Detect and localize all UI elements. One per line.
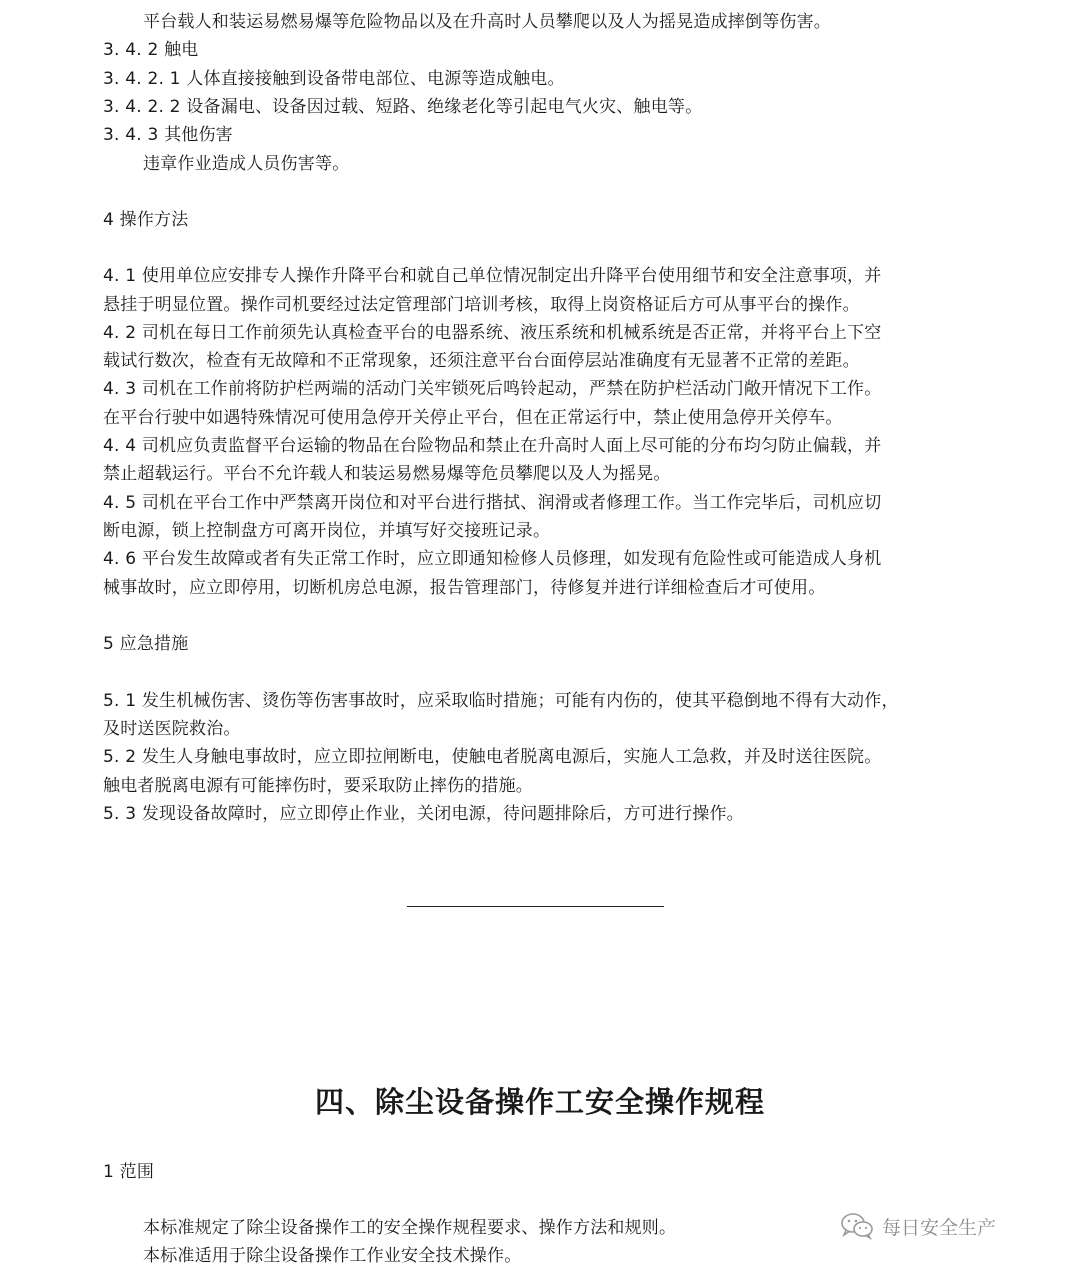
text-line: 4. 4 司机应负责监督平台运输的物品在台险物品和禁止在升高时人面上尽可能的分布均匀防止偏载，并 (103, 436, 882, 456)
text-line: 违章作业造成人员伤害等。 (143, 154, 350, 174)
section-heading-5: 5 应急措施 (103, 634, 189, 654)
text-line: 禁止超载运行。平台不允许载人和装运易燃易爆等危员攀爬以及人为摇晃。 (103, 464, 671, 484)
clause-heading-3-4-3: 3. 4. 3 其他伤害 (103, 125, 233, 145)
clause-heading-3-4-2: 3. 4. 2 触电 (103, 40, 199, 60)
text-line: 4. 3 司机在工作前将防护栏两端的活动门关牢锁死后鸣铃起动，严禁在防护栏活动门敞开情况下工作。 (103, 379, 882, 399)
text-line: 4. 2 司机在每日工作前须先认真检查平台的电器系统、液压系统和机械系统是否正常，并将平台上下空 (103, 323, 882, 343)
text-line: 平台载人和装运易燃易爆等危险物品以及在升高时人员攀爬以及人为摇晃造成摔倒等伤害。 (143, 12, 831, 32)
text-line: 悬挂于明显位置。操作司机要经过法定管理部门培训考核，取得上岗资格证后方可从事平台的操作。 (103, 295, 860, 315)
end-rule (407, 906, 664, 907)
text-line: 断电源，锁上控制盘方可离开岗位，并填写好交接班记录。 (103, 521, 551, 541)
text-line: 5. 3 发现设备故障时，应立即停止作业，关闭电源，待问题排除后，方可进行操作。 (103, 804, 744, 824)
wechat-icon (840, 1212, 874, 1240)
text-line: 触电者脱离电源有可能摔伤时，要采取防止摔伤的措施。 (103, 776, 533, 796)
text-line: 4. 1 使用单位应安排专人操作升降平台和就自己单位情况制定出升降平台使用细节和安全注意事项，并 (103, 266, 882, 286)
text-line: 5. 1 发生机械伤害、烫伤等伤害事故时，应采取临时措施；可能有内伤的，使其平稳倒地不得有大动作， (103, 691, 899, 711)
text-line: 本标准规定了除尘设备操作工的安全操作规程要求、操作方法和规则。 (143, 1218, 677, 1238)
text-line: 本标准适用于除尘设备操作工作业安全技术操作。 (143, 1246, 522, 1266)
section-heading-1: 1 范围 (103, 1162, 155, 1182)
text-line: 在平台行驶中如遇特殊情况可使用急停开关停止平台，但在正常运行中，禁止使用急停开关停车。 (103, 408, 843, 428)
text-line: 4. 5 司机在平台工作中严禁离开岗位和对平台进行揩拭、润滑或者修理工作。当工作完毕后，司机应切 (103, 493, 882, 513)
clause-3-4-2-2: 3. 4. 2. 2 设备漏电、设备因过载、短路、绝缘老化等引起电气火灾、触电等。 (103, 97, 703, 117)
watermark (840, 1210, 996, 1242)
clause-3-4-2-1: 3. 4. 2. 1 人体直接接触到设备带电部位、电源等造成触电。 (103, 69, 565, 89)
text-line: 载试行数次，检查有无故障和不正常现象，还须注意平台台面停层站准确度有无显著不正常的差距。 (103, 351, 860, 371)
watermark-text: 每日安全生产 (882, 1216, 997, 1239)
text-line: 4. 6 平台发生故障或者有失正常工作时，应立即通知检修人员修理，如发现有危险性或可能造成人身机 (103, 549, 882, 569)
text-line: 5. 2 发生人身触电事故时，应立即拉闸断电，使触电者脱离电源后，实施人工急救，并及时送往医院。 (103, 747, 882, 767)
text-line: 及时送医院救治。 (103, 719, 241, 739)
text-line: 械事故时，应立即停用，切断机房总电源，报告管理部门，待修复并进行详细检查后才可使用。 (103, 578, 826, 598)
chapter-title: 四、除尘设备操作工安全操作规程 (314, 1085, 765, 1119)
section-heading-4: 4 操作方法 (103, 210, 189, 230)
